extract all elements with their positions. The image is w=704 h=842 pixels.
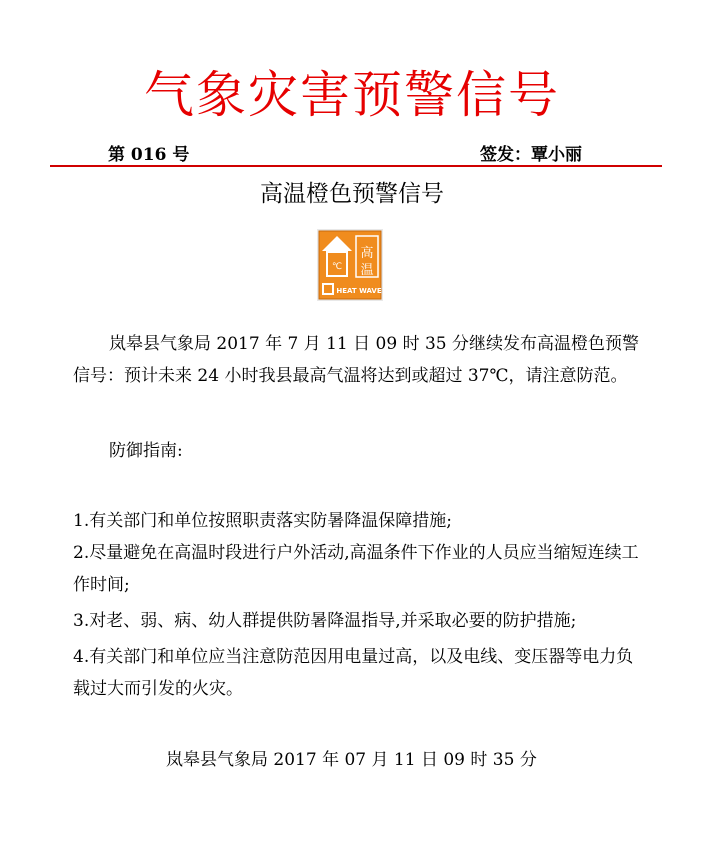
warning-paragraph: 岚皋县气象局 2017 年 7 月 11 日 09 时 35 分继续发布高温橙色预警信号：预计未来 24 小时我县最高气温将达到或超过 37℃，请注意防范。 xyxy=(73,334,640,386)
guide-item: 1.有关部门和单位按照职责落实防暑降温保障措施; xyxy=(73,511,452,531)
heat-wave-orange-icon xyxy=(317,229,383,301)
issue-number: 第 016 号 xyxy=(108,145,190,165)
guide-item: 4.有关部门和单位应当注意防范因用电量过高，以及电线、变压器等电力负载过大而引发的火灾。 xyxy=(73,647,634,699)
badge-bottom-text: HEAT WAVE xyxy=(336,287,382,295)
header-rule xyxy=(50,165,662,167)
svg-text:温: 温 xyxy=(360,263,374,278)
document-title: 气象灾害预警信号 xyxy=(144,66,560,124)
svg-text:高: 高 xyxy=(360,246,374,261)
footer-signature: 岚皋县气象局 2017 年 07 月 11 日 09 时 35 分 xyxy=(166,750,537,770)
signal-title: 高温橙色预警信号 xyxy=(260,181,444,207)
badge-temp-text: ℃ xyxy=(331,262,343,272)
guide-heading: 防御指南: xyxy=(109,441,183,461)
issuer: 签发：覃小丽 xyxy=(480,145,582,165)
guide-item: 2.尽量避免在高温时段进行户外活动,高温条件下作业的人员应当缩短连续工作时间; xyxy=(73,543,639,595)
guide-item: 3.对老、弱、病、幼人群提供防暑降温指导,并采取必要的防护措施; xyxy=(73,611,577,631)
